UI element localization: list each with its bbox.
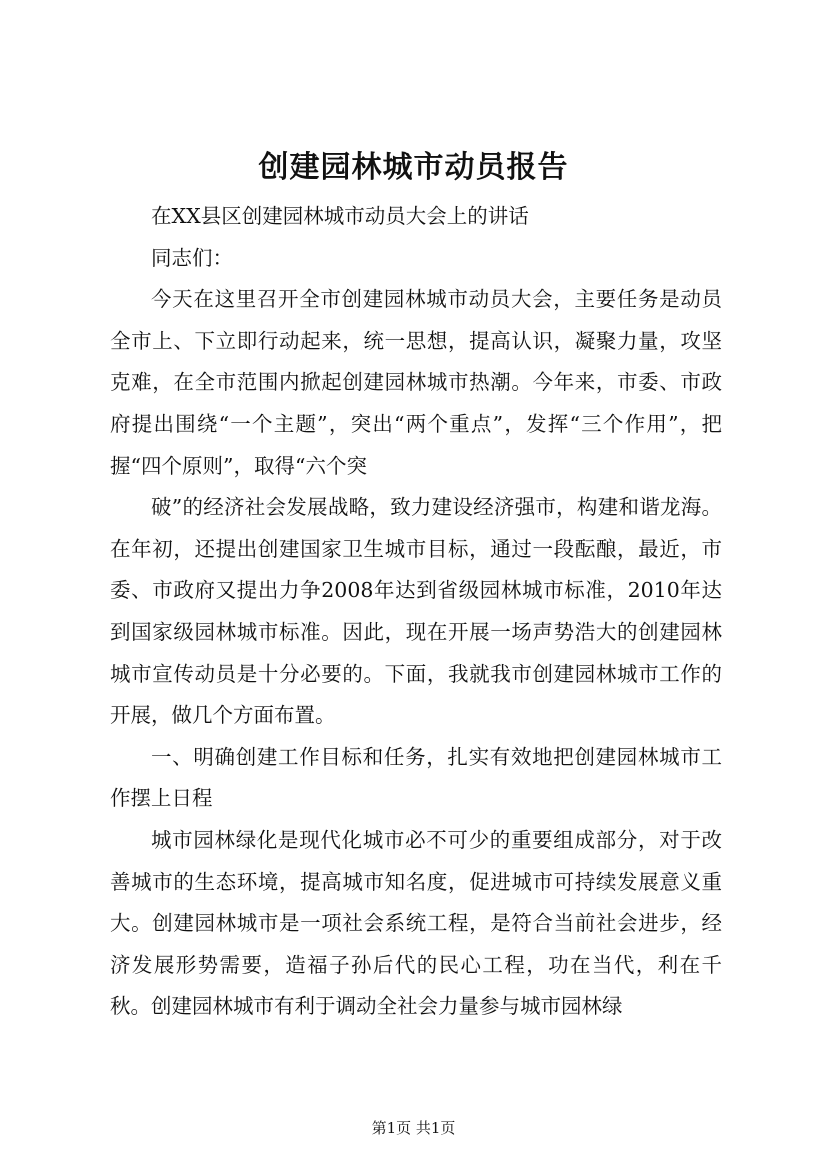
- section-heading-1: 一、明确创建工作目标和任务，扎实有效地把创建园林城市工作摆上日程: [110, 744, 722, 811]
- paragraph-intro: 今天在这里召开全市创建园林城市动员大会，主要任务是动员全市上、下立即行动起来，统一思想，提高认识，凝聚力量，攻坚克难，在全市范围内掀起创建园林城市热潮。今年来，市委、市政府提出围绕“一个主题”，突出“两个重点”，发挥“三个作用”，把握“四个原则”，取得“六个突: [110, 287, 722, 478]
- paragraph-strategy: 破”的经济社会发展战略，致力建设经济强市，构建和谐龙海。在年初，还提出创建国家卫生城市目标，通过一段酝酿，最近，市委、市政府又提出力争2008年达到省级园林城市标准，2010年达到国家级园林城市标准。因此，现在开展一场声势浩大的创建园林城市宣传动员是十分必要的。下面，我就我市创建园林城市工作的开展，做几个方面布置。: [110, 495, 722, 728]
- paragraph-greening: 城市园林绿化是现代化城市必不可少的重要组成部分，对于改善城市的生态环境，提高城市知名度，促进城市可持续发展意义重大。创建园林城市是一项社会系统工程，是符合当前社会进步，经济发展形势需要，造福子孙后代的民心工程，功在当代，利在千秋。创建园林城市有利于调动全社会力量参与城市园林绿: [110, 827, 722, 1019]
- document-body: [110, 196, 722, 1028]
- document-title: 创建园林城市动员报告: [258, 150, 569, 185]
- page-number-footer: 第1页 共1页: [371, 1119, 456, 1137]
- salutation: 同志们：: [151, 245, 233, 270]
- speech-subtitle: 在XX县区创建园林城市动员大会上的讲话: [151, 204, 529, 228]
